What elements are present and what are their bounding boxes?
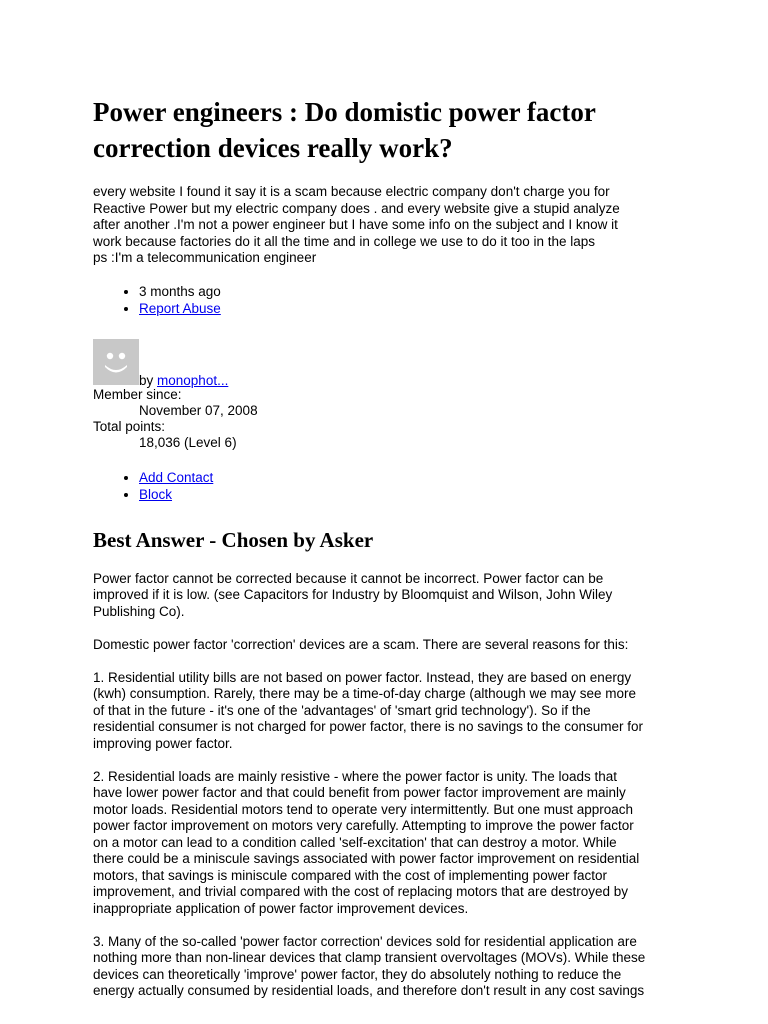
- answer-line: energy actually consumed by residential loads, and therefore don't result in any cost savings: [93, 983, 645, 998]
- page-content: [93, 94, 693, 1016]
- smiley-face-icon: [93, 339, 139, 385]
- answer-line: residential consumer is not charged for power factor, there is no savings to the consumer for: [93, 719, 644, 734]
- avatar[interactable]: [93, 339, 139, 385]
- answer-line: 1. Residential utility bills are not based on power factor. Instead, they are based on energy: [93, 669, 632, 685]
- answer-line: motors, that savings is miniscule compared with the cost of implementing power factor: [93, 867, 607, 883]
- question-body-line: every website I found it say it is a scam because electric company don't charge you for: [93, 184, 610, 199]
- answer-paragraph: [93, 670, 693, 753]
- block-link[interactable]: Block: [139, 486, 173, 502]
- answer-line: inappropriate application of power factor improvement devices.: [93, 900, 469, 916]
- answer-line: power factor improvement on motors very carefully. Attempting to improve the power factor: [93, 818, 634, 833]
- question-body-line: after another .I'm not a power engineer but I have some info on the subject and I know it: [93, 217, 618, 232]
- block-item: [139, 486, 693, 503]
- member-since-value: November 07, 2008: [139, 402, 258, 418]
- asker-name-link[interactable]: monophot...: [157, 372, 229, 388]
- question-body-line: work because factories do it all the time and in college we use to do it too in the laps: [93, 233, 596, 249]
- answer-line: 2. Residential loads are mainly resistive - where the power factor is unity. The loads that: [93, 768, 618, 784]
- report-abuse-item: [139, 300, 693, 317]
- answer-line: motor loads. Residential motors tend to operate very intermittently. But one must approach: [93, 801, 634, 817]
- question-timestamp: • 3 months ago: [139, 283, 693, 300]
- question-body-line: Reactive Power but my electric company does . and every website give a stupid analyze: [93, 200, 620, 216]
- add-contact-item: [139, 469, 693, 486]
- best-answer-heading: Best Answer - Chosen by Asker: [93, 527, 374, 552]
- asker-by-line: [139, 373, 228, 389]
- asker-byline: [93, 339, 693, 387]
- answer-line: devices can theoretically 'improve' power factor, they do absolutely nothing to reduce the: [93, 966, 622, 982]
- answer-line: nothing more than non-linear devices that clamp transient overvoltages (MOVs). While these: [93, 950, 646, 965]
- answer-line: improving power factor.: [93, 735, 233, 751]
- total-points-label: Total points:: [93, 418, 166, 434]
- answer-line: Domestic power factor 'correction' devices are a scam. There are several reasons for this:: [93, 636, 629, 652]
- answer-line: have lower power factor and that could benefit from power factor improvement are mainly: [93, 785, 626, 800]
- answer-paragraph: [93, 571, 693, 621]
- asker-actions-list: [93, 469, 693, 503]
- answer-line: there could be a miniscule savings associated with power factor improvement on residential: [93, 851, 640, 866]
- answer-line: on a motor can lead to a condition called 'self-excitation' that can destroy a motor. While: [93, 834, 617, 850]
- report-abuse-link[interactable]: Report Abuse: [139, 300, 221, 316]
- answer-line: improvement, and trivial compared with the cost of replacing motors that are destroyed by: [93, 884, 629, 899]
- answer-line: Publishing Co).: [93, 603, 185, 619]
- answer-line: 3. Many of the so-called 'power factor correction' devices sold for residential application are: [93, 933, 637, 949]
- answer-line: (kwh) consumption. Rarely, there may be a time-of-day charge (although we may see more: [93, 686, 636, 701]
- answer-line: of that in the future - it's one of the 'advantages' of 'smart grid technology'). So if the: [93, 702, 591, 718]
- total-points-value: 18,036 (Level 6): [139, 434, 237, 450]
- by-label: by: [139, 372, 154, 388]
- add-contact-link[interactable]: Add Contact: [139, 469, 214, 485]
- member-since-label: Member since:: [93, 386, 182, 402]
- answer-line: Power factor cannot be corrected because it cannot be incorrect. Power factor can be: [93, 570, 604, 586]
- question-body: [93, 184, 693, 267]
- question-title: Power engineers : Do domistic power factor correction devices really work?: [93, 97, 596, 163]
- asker-stats: [93, 387, 693, 451]
- answer-paragraph: [93, 934, 693, 1000]
- question-body-line: ps :I'm a telecommunication engineer: [93, 250, 317, 265]
- answer-line: improved if it is low. (see Capacitors for Industry by Bloomquist and Wilson, John Wiley: [93, 587, 613, 602]
- answer-paragraph: [93, 637, 693, 654]
- question-meta-list: [93, 283, 693, 317]
- answer-paragraph: [93, 769, 693, 918]
